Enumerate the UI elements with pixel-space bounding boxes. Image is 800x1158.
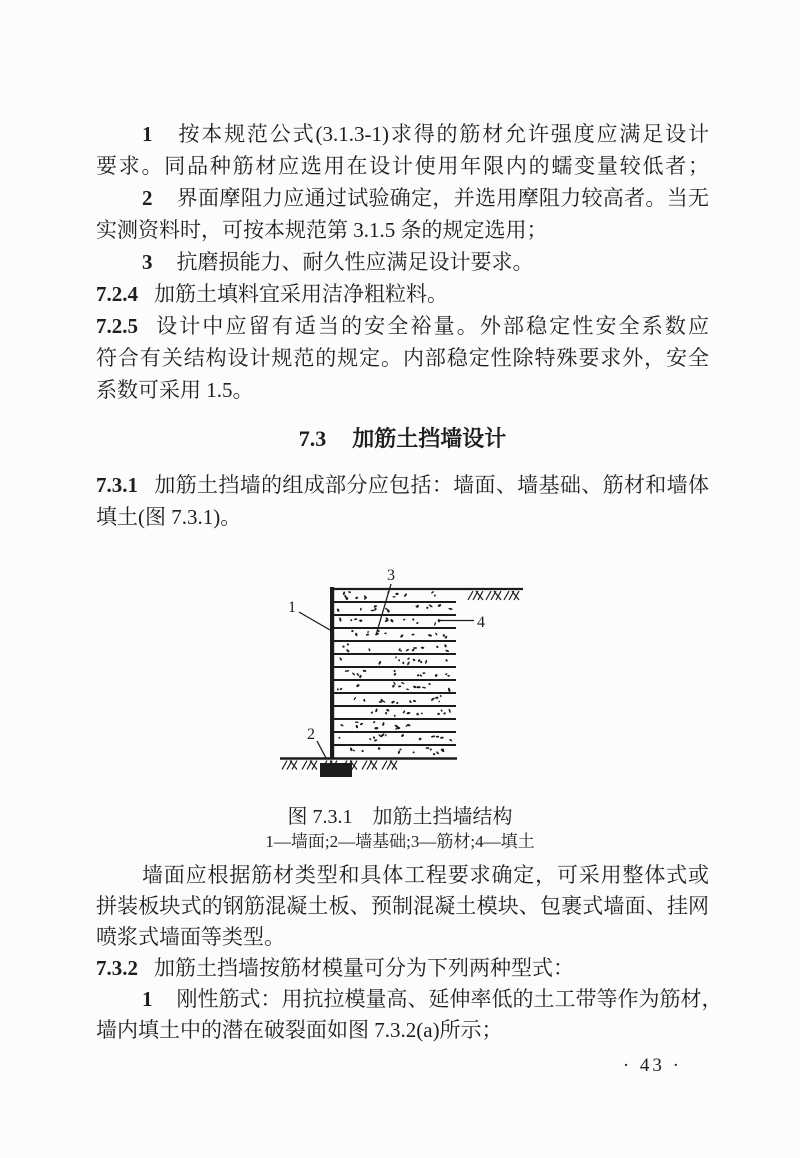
clause-text: 符合有关结构设计规范的规定。内部稳定性除特殊要求外，安全 xyxy=(96,346,709,370)
wall-paragraph-line-1 xyxy=(96,860,709,891)
list-item-text: 刚性筋式：用抗拉模量高、延伸率低的土工带等作为筋材， xyxy=(176,987,723,1011)
list-item-number: 3 xyxy=(142,250,153,274)
clause-text: 设计中应留有适当的安全裕量。外部稳定性安全系数应 xyxy=(154,314,709,338)
wall-face xyxy=(330,587,334,759)
clause-text: 加筋土挡墙的组成部分应包括：墙面、墙基础、筋材和墙体 xyxy=(154,473,709,497)
clause-7-3-1-line-2 xyxy=(96,501,709,533)
list-item-text: 墙内填土中的潜在破裂面如图 7.3.2(a)所示； xyxy=(96,1018,503,1042)
clause-number: 7.3.2 xyxy=(96,956,138,980)
clause-number: 7.2.4 xyxy=(96,282,138,306)
clause-7-3-1-block xyxy=(96,469,709,533)
section-heading-7-3 xyxy=(96,424,709,454)
clause-7-2-5-line-3 xyxy=(96,374,709,406)
paragraph-text: 喷浆式墙面等类型。 xyxy=(96,925,285,949)
clause-7-3-2-block xyxy=(96,860,723,1046)
list-item-number: 1 xyxy=(142,122,153,146)
wall-paragraph-line-3 xyxy=(96,922,709,953)
section-heading-title: 加筋土挡墙设计 xyxy=(352,426,507,451)
clause-text: 系数可采用 1.5。 xyxy=(96,378,254,402)
list-item-text: 要求。同品种筋材应选用在设计使用年限内的蠕变量较低者； xyxy=(96,154,709,178)
paragraph-text: 墙面应根据筋材类型和具体工程要求确定，可采用整体式或 xyxy=(142,863,709,887)
figure-label-4: 4 xyxy=(477,614,485,631)
list-item-3-line-1 xyxy=(96,246,709,278)
clause-number: 7.2.5 xyxy=(96,314,138,338)
clause-7-3-2-line-1 xyxy=(96,953,709,984)
clause-7-2-block xyxy=(96,118,709,406)
figure-legend: 1—墙面;2—墙基础;3—筋材;4—填土 xyxy=(265,832,535,851)
retaining-wall-drawing xyxy=(280,567,523,777)
clause-7-2-4-line-1 xyxy=(96,278,709,310)
list-item-text: 抗磨损能力、耐久性应满足设计要求。 xyxy=(176,250,534,274)
figure-label-1: 1 xyxy=(288,599,296,616)
leader-line-1 xyxy=(299,612,330,630)
clause-text: 加筋土填料宜采用洁净粗粒料。 xyxy=(154,282,448,306)
list-item-1-line-2 xyxy=(96,150,709,182)
wall-paragraph-line-2 xyxy=(96,891,709,922)
list-item-1-line-2 xyxy=(96,1015,709,1046)
figure-label-3: 3 xyxy=(387,567,395,584)
clause-7-2-5-line-1 xyxy=(96,310,709,342)
list-item-1-line-1 xyxy=(96,984,723,1015)
clause-text: 填土(图 7.3.1)。 xyxy=(96,505,242,529)
clause-7-2-5-line-2 xyxy=(96,342,709,374)
paragraph-text: 拼装板块式的钢筋混凝土板、预制混凝土模块、包裹式墙面、挂网 xyxy=(96,894,709,918)
list-item-number: 2 xyxy=(142,186,153,210)
section-heading-number: 7.3 xyxy=(298,426,327,451)
list-item-1-line-1 xyxy=(96,118,709,150)
clause-number: 7.3.1 xyxy=(96,473,138,497)
leader-line-2 xyxy=(317,741,326,758)
list-item-text: 按本规范公式(3.1.3-1)求得的筋材允许强度应满足设计 xyxy=(176,122,709,146)
figure-caption: 图 7.3.1 加筋土挡墙结构 xyxy=(287,806,513,828)
list-item-number: 1 xyxy=(142,987,153,1011)
list-item-text: 界面摩阻力应通过试验确定，并选用摩阻力较高者。当无 xyxy=(176,186,709,210)
figure-diagram xyxy=(270,557,540,802)
list-item-2-line-1 xyxy=(96,182,709,214)
figure-label-2: 2 xyxy=(307,726,315,743)
list-item-2-line-2 xyxy=(96,214,709,246)
page-number: · 43 · xyxy=(622,1055,682,1076)
clause-7-3-1-line-1 xyxy=(96,469,709,501)
list-item-text: 实测资料时，可按本规范第 3.1.5 条的规定选用； xyxy=(96,218,548,242)
clause-text: 加筋土挡墙按筋材模量可分为下列两种型式： xyxy=(154,956,574,980)
